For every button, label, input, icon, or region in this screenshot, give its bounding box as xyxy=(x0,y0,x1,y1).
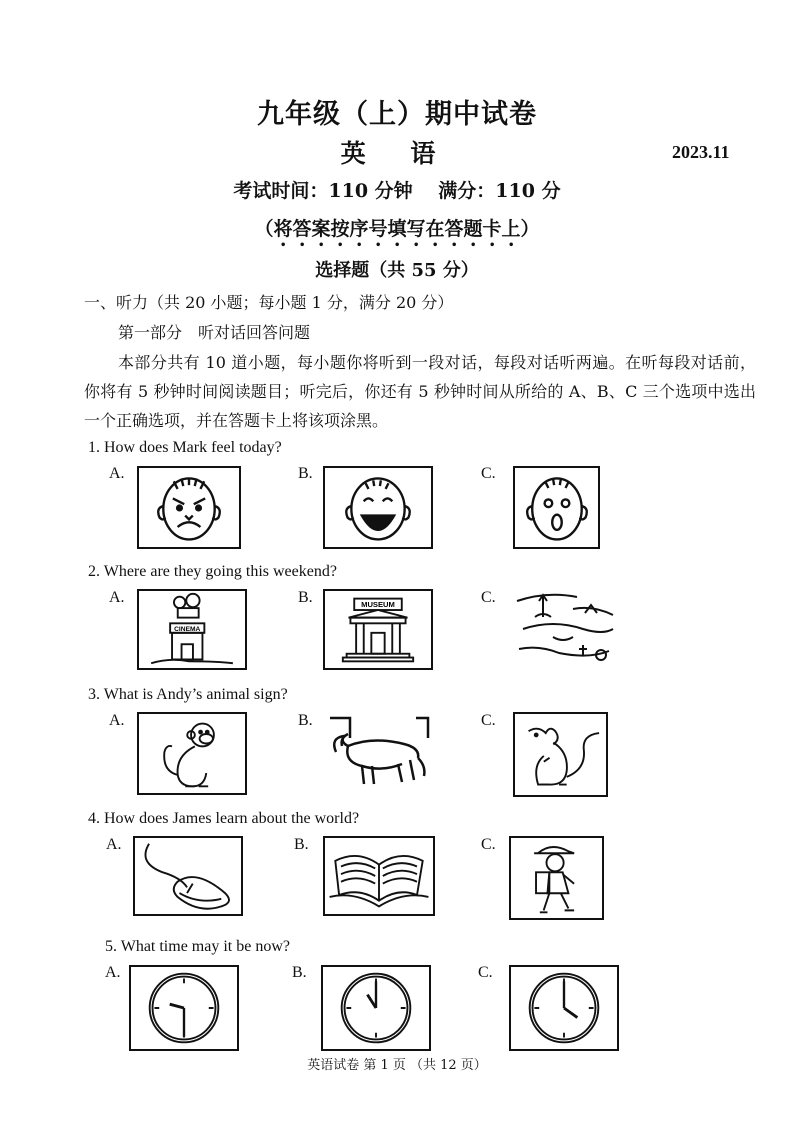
traveler-icon xyxy=(509,836,604,920)
question-4: 4. How does James learn about the world? xyxy=(88,810,360,827)
angry-face-icon xyxy=(137,466,241,549)
question-1: 1. How does Mark feel today? xyxy=(88,439,282,456)
surprised-face-icon xyxy=(513,466,600,549)
answer-instruction xyxy=(0,214,794,251)
option-label-b: B. xyxy=(292,964,307,981)
option-label-c: C. xyxy=(481,712,496,729)
ox-icon xyxy=(326,716,433,795)
question-2: 2. Where are they going this weekend? xyxy=(88,563,337,580)
exam-date: 2023.11 xyxy=(672,142,730,162)
option-label-c: C. xyxy=(481,465,496,482)
monkey-icon xyxy=(137,712,247,795)
option-label-b: B. xyxy=(294,836,309,853)
computer-mouse-icon xyxy=(133,836,243,916)
option-label-a: A. xyxy=(109,589,125,606)
option-label-a: A. xyxy=(109,712,125,729)
clock-icon xyxy=(129,965,239,1051)
rat-icon xyxy=(513,712,608,797)
question-5: 5. What time may it be now? xyxy=(105,938,290,955)
option-label-c: C. xyxy=(481,589,496,606)
cinema-icon xyxy=(137,589,247,670)
page-footer: 英语试卷 第 1 页 （共 12 页） xyxy=(307,1058,487,1073)
museum-icon xyxy=(323,589,433,670)
clock-icon xyxy=(321,965,431,1051)
option-label-b: B. xyxy=(298,589,313,606)
part-heading: 第一部分 听对话回答问题 xyxy=(118,323,311,342)
option-label-c: C. xyxy=(481,836,496,853)
museum-sign: MUSEUM xyxy=(361,600,395,610)
page-title: 九年级（上）期中试卷 xyxy=(257,99,537,130)
question-3: 3. What is Andy’s animal sign? xyxy=(88,686,288,703)
option-label-a: A. xyxy=(105,964,121,981)
countryside-icon xyxy=(513,589,618,670)
instructions-paragraph: 本部分共有 10 道小题，每小题你将听到一段对话，每段对话听两遍。在听每段对话前，你将有 5 秒钟时间阅读题目；听完后，你还有 5 秒钟时间从所给的 A、B、C 三个选项中选出一个正确选项，并在答题卡上将该项涂黑。 xyxy=(84,353,756,430)
subject-title: 英 语 xyxy=(340,139,454,168)
option-label-a: A. xyxy=(109,465,125,482)
exam-time-info: 考试时间：110 分钟 满分：110 分 xyxy=(233,180,561,202)
cinema-sign: CINEMA xyxy=(174,625,201,633)
option-label-a: A. xyxy=(106,836,122,853)
option-label-b: B. xyxy=(298,712,313,729)
laughing-face-icon xyxy=(323,466,433,549)
section-heading: 一、听力（共 20 小题；每小题 1 分，满分 20 分） xyxy=(84,293,454,312)
choice-section-title: 选择题（共 55 分） xyxy=(315,260,479,281)
clock-icon xyxy=(509,965,619,1051)
book-icon xyxy=(323,836,435,916)
answer-instruction-text: （将答案按序号填写在答题卡上） xyxy=(254,218,540,240)
option-label-b: B. xyxy=(298,465,313,482)
option-label-c: C. xyxy=(478,964,493,981)
